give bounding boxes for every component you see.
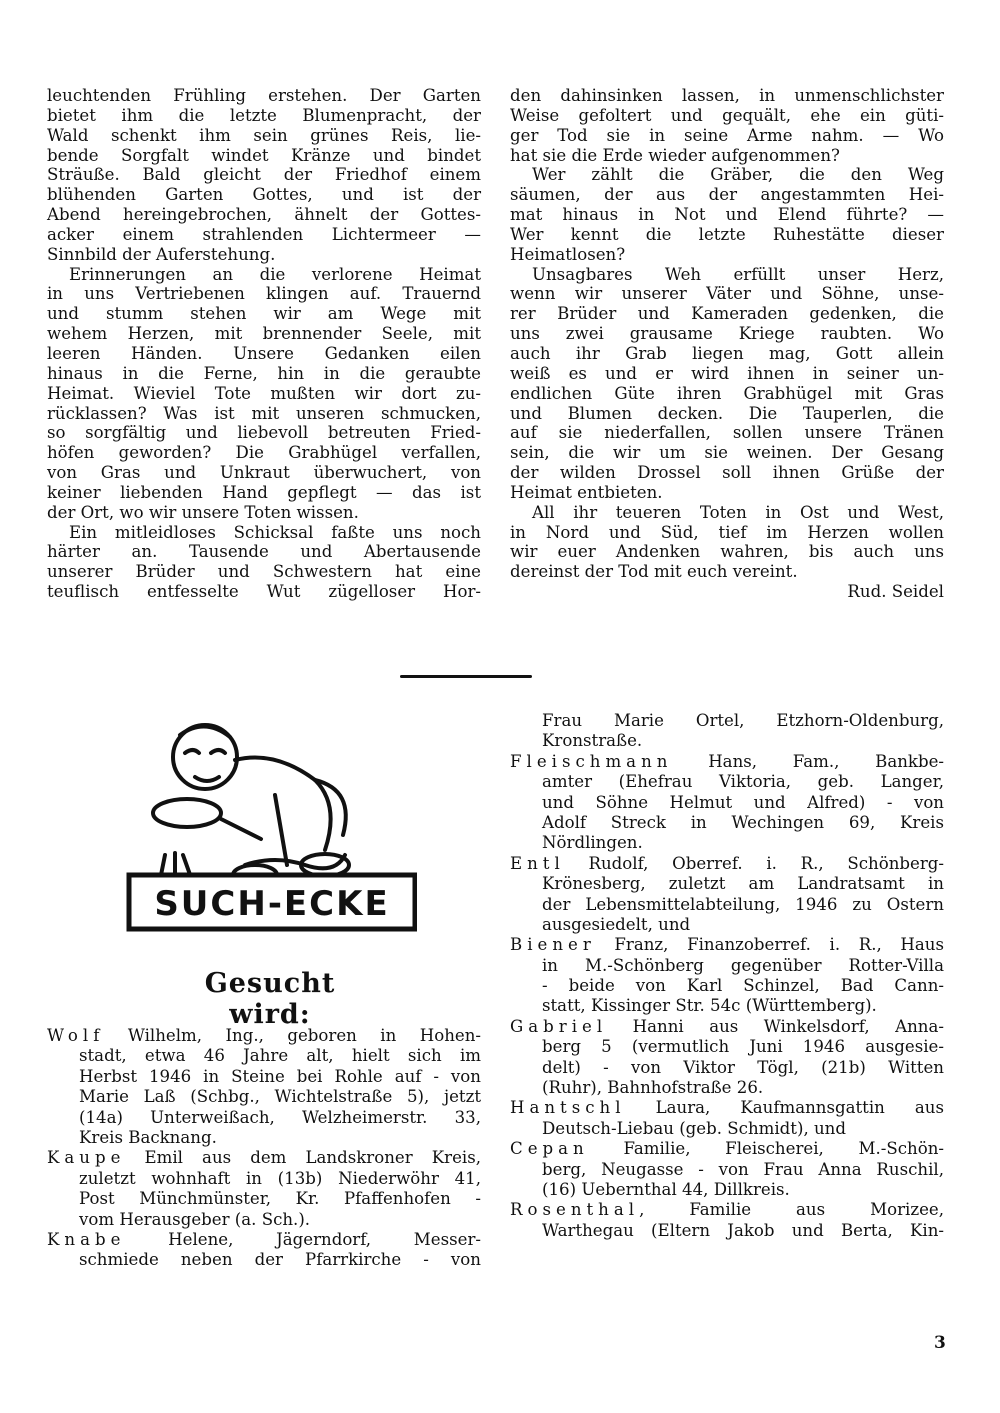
search-entry [47, 1026, 481, 1148]
search-entries-left [47, 1026, 481, 1271]
search-entry [510, 752, 944, 854]
text-line: Ein mitleidloses Schicksal faßte uns noch [69, 522, 481, 542]
entry-first-line [510, 935, 944, 955]
entry-text: Rudolf, Oberref. i. R., Schönberg- [564, 853, 944, 873]
text-line: bende Sorgfalt windet Kränze und bindet [47, 145, 481, 165]
entry-line: (Ruhr), Bahnhofstraße 26. [542, 1078, 764, 1098]
text-line: ger Tod sie in seine Arme nahm. — Wo [510, 125, 944, 145]
search-entry [47, 1230, 481, 1271]
entry-line: Adolf Streck in Wechingen 69, Kreis [542, 812, 944, 832]
text-line: acker einem strahlenden Lichtermeer — [47, 224, 481, 244]
search-entry [510, 935, 944, 1017]
article-column-left [47, 86, 481, 602]
entry-line: (16) Uebernthal 44, Dillkreis. [542, 1179, 790, 1199]
text-line: wir euer Andenken wahren, bis auch uns [510, 542, 944, 562]
entry-line: der Lebensmittelabteilung, 1946 zu Ostern [542, 894, 944, 914]
text-line: sein, die wir um sie weinen. Der Gesang [510, 443, 944, 463]
entry-line: Post Münchmünster, Kr. Pfaffenhofen - [79, 1189, 481, 1209]
text-line: in uns Vertriebenen klingen auf. Trauernd [47, 284, 481, 304]
entry-name: Gabriel [510, 1016, 608, 1036]
entry-line: Kronstraße. [542, 731, 643, 751]
text-line: rücklassen? Was ist mit unseren schmucken, [47, 403, 481, 423]
entry-text: Wilhelm, Ing., geboren in Hohen- [104, 1026, 481, 1045]
text-line: keiner liebenden Hand gepflegt — das ist [47, 482, 481, 502]
entry-text: Emil aus dem Landskroner Kreis, [125, 1148, 481, 1168]
entry-line: Kreis Backnang. [79, 1127, 217, 1147]
text-line: der wilden Drossel soll ihnen Grüße der [510, 463, 944, 483]
entry-line: Nördlingen. [542, 833, 643, 853]
search-entry [510, 1200, 944, 1241]
entry-name: Cepan [510, 1139, 589, 1159]
text-line: Weise gefoltert und gequält, ehe ein güti- [510, 105, 944, 125]
entry-line: Herbst 1946 in Steine bei Rohle auf - von [79, 1066, 481, 1086]
entry-first-line [47, 1148, 481, 1168]
entry-name: Fleischmann [510, 751, 673, 771]
text-line: Sinnbild der Auferstehung. [47, 244, 276, 264]
article-column-right [510, 86, 944, 602]
page-number: 3 [934, 1333, 946, 1353]
entry-line: und Söhne Helmut und Alfred) - von [542, 792, 944, 812]
text-line: hinaus in die Ferne, hin in die geraubte [47, 363, 481, 383]
entry-text: Franz, Finanzoberref. i. R., Haus [595, 935, 944, 955]
entry-text: Laura, Kaufmannsgattin aus [625, 1098, 944, 1118]
text-line: hat sie die Erde wieder aufgenommen? [510, 145, 840, 165]
text-line: rer Brüder und Kameraden gedenken, die [510, 304, 944, 324]
entry-first-line [510, 752, 944, 772]
text-line: leeren Händen. Unsere Gedanken eilen [47, 343, 481, 363]
entry-first-line [510, 1200, 944, 1220]
section-divider [400, 675, 532, 678]
text-line: All ihr teueren Toten in Ost und West, [532, 502, 944, 522]
entry-text: Hanni aus Winkelsdorf, Anna- [607, 1016, 944, 1036]
text-line: Heimat. Wieviel Tote mußten wir dort zu- [47, 383, 481, 403]
text-line: Abend hereingebrochen, ähnelt der Gottes- [47, 205, 481, 225]
text-line: den dahinsinken lassen, in unmenschlichster [510, 86, 944, 105]
entry-line: schmiede neben der Pfarrkirche - von [79, 1250, 481, 1270]
entry-line: berg, Neugasse - von Frau Anna Ruschil, [542, 1159, 944, 1179]
text-line: bietet ihm die letzte Blumenpracht, der [47, 105, 481, 125]
entry-line: delt) - von Viktor Tögl, (21b) Witten [542, 1057, 944, 1077]
entry-line: in M.-Schönberg gegenüber Rotter-Villa [542, 955, 944, 975]
such-ecke-logo-text: SUCH-ECKE [154, 884, 390, 924]
text-line: teuflisch entfesselte Wut zügelloser Hor- [47, 582, 481, 602]
text-line: Heimat entbieten. [510, 482, 663, 502]
text-line: Wer kennt die letzte Ruhestätte dieser [510, 224, 944, 244]
entry-first-line [510, 854, 944, 874]
search-entry [47, 1148, 481, 1230]
entry-name: Entl [510, 853, 565, 873]
text-line: auch ihr Grab liegen mag, Gott allein [510, 343, 944, 363]
entry-first-line [510, 1017, 944, 1037]
entry-first-line [47, 1026, 481, 1046]
search-entry [510, 1098, 944, 1139]
text-line: Sträuße. Bald gleicht der Friedhof einem [47, 165, 481, 185]
entry-line: zuletzt wohnhaft in (13b) Niederwöhr 41, [79, 1168, 481, 1188]
entry-line: berg 5 (vermutlich Juni 1946 ausgesie- [542, 1037, 944, 1057]
entry-line: Warthegau (Eltern Jakob und Berta, Kin- [542, 1220, 944, 1240]
text-line: mat hinaus in Not und Elend führte? — [510, 205, 944, 225]
entry-line: (14a) Unterweißach, Welzheimerstr. 33, [79, 1107, 481, 1127]
text-line: Erinnerungen an die verlorene Heimat [69, 264, 481, 284]
text-line: wenn wir unserer Väter und Söhne, unse- [510, 284, 944, 304]
text-line: säumen, der aus der angestammten Hei- [510, 185, 944, 205]
search-entry [510, 1017, 944, 1099]
entry-text: , Familie aus Morizee, [639, 1200, 944, 1220]
text-line: härter an. Tausende und Abertausende [47, 542, 481, 562]
entry-text: Familie, Fleischerei, M.-Schön- [588, 1139, 944, 1159]
text-line: dereinst der Tod mit euch vereint. [510, 562, 798, 582]
entry-name: Wolf [47, 1026, 105, 1045]
such-ecke-cartoon-logo [125, 715, 417, 933]
text-line: endlichen Güte ihren Grabhügel mit Gras [510, 383, 944, 403]
entry-line: - beide von Karl Schinzel, Bad Cann- [542, 976, 944, 996]
entry-name: Hantschl [510, 1098, 626, 1118]
text-line: und Blumen decken. Die Tauperlen, die [510, 403, 944, 423]
entry-line: Marie Laß (Schbg., Wichtelstraße 5), jetzt [79, 1087, 481, 1107]
entry-name: Biener [510, 935, 596, 955]
search-entries-right [510, 711, 944, 1241]
text-line: blühenden Garten Gottes, und ist der [47, 185, 481, 205]
search-entry [510, 711, 944, 752]
entry-line: statt, Kissinger Str. 54c (Württemberg). [542, 996, 877, 1016]
text-line: in Nord und Süd, tief im Herzen wollen [510, 522, 944, 542]
entry-line: vom Herausgeber (a. Sch.). [79, 1209, 311, 1229]
search-entry [510, 1139, 944, 1200]
text-line: und stumm stehen wir am Wege mit [47, 304, 481, 324]
text-line: Wer zählt die Gräber, die den Weg [532, 165, 944, 185]
entry-name: Kaupe [47, 1148, 126, 1168]
entry-line: stadt, etwa 46 Jahre alt, hielt sich im [79, 1046, 481, 1066]
entry-line: ausgesiedelt, und [542, 914, 691, 934]
entry-line: Krönesberg, zuletzt am Landratsamt in [542, 874, 944, 894]
article-author: Rud. Seidel [847, 582, 944, 602]
text-line: Unsagbares Weh erfüllt unser Herz, [532, 264, 944, 284]
text-line: leuchtenden Frühling erstehen. Der Garten [47, 86, 481, 105]
text-line: uns zwei grausame Kriege raubten. Wo [510, 324, 944, 344]
text-line: weiß es und er wird ihnen in seiner un- [510, 363, 944, 383]
text-line: Wald schenkt ihm sein grünes Reis, lie- [47, 125, 481, 145]
text-line: unserer Brüder und Schwestern hat eine [47, 562, 481, 582]
entry-line: Deutsch-Liebau (geb. Schmidt), und [542, 1118, 846, 1138]
text-line: höfen geworden? Die Grabhügel verfallen, [47, 443, 481, 463]
entry-line: Frau Marie Ortel, Etzhorn-Oldenburg, [542, 711, 944, 730]
text-line: wehem Herzen, mit brennender Seele, mit [47, 324, 481, 344]
entry-first-line [510, 1098, 944, 1118]
text-line: auf sie niederfallen, sollen unsere Tränen [510, 423, 944, 443]
text-line: der Ort, wo wir unsere Toten wissen. [47, 502, 359, 522]
entry-text: Hans, Fam., Bankbe- [672, 751, 944, 771]
text-line: Heimatlosen? [510, 244, 626, 264]
entry-first-line [47, 1230, 481, 1250]
entry-name: Rosenthal [510, 1200, 640, 1220]
entry-line: amter (Ehefrau Viktoria, geb. Langer, [542, 772, 944, 792]
section-heading: Gesucht wird: [204, 968, 336, 1030]
text-line: so sorgfältig und liebevoll betreuten Fried- [47, 423, 481, 443]
entry-text: Helene, Jägerndorf, Messer- [125, 1229, 481, 1249]
text-line: von Gras und Unkraut überwuchert, von [47, 463, 481, 483]
entry-first-line [510, 1139, 944, 1159]
search-entry [510, 854, 944, 936]
entry-name: Knabe [47, 1229, 126, 1249]
